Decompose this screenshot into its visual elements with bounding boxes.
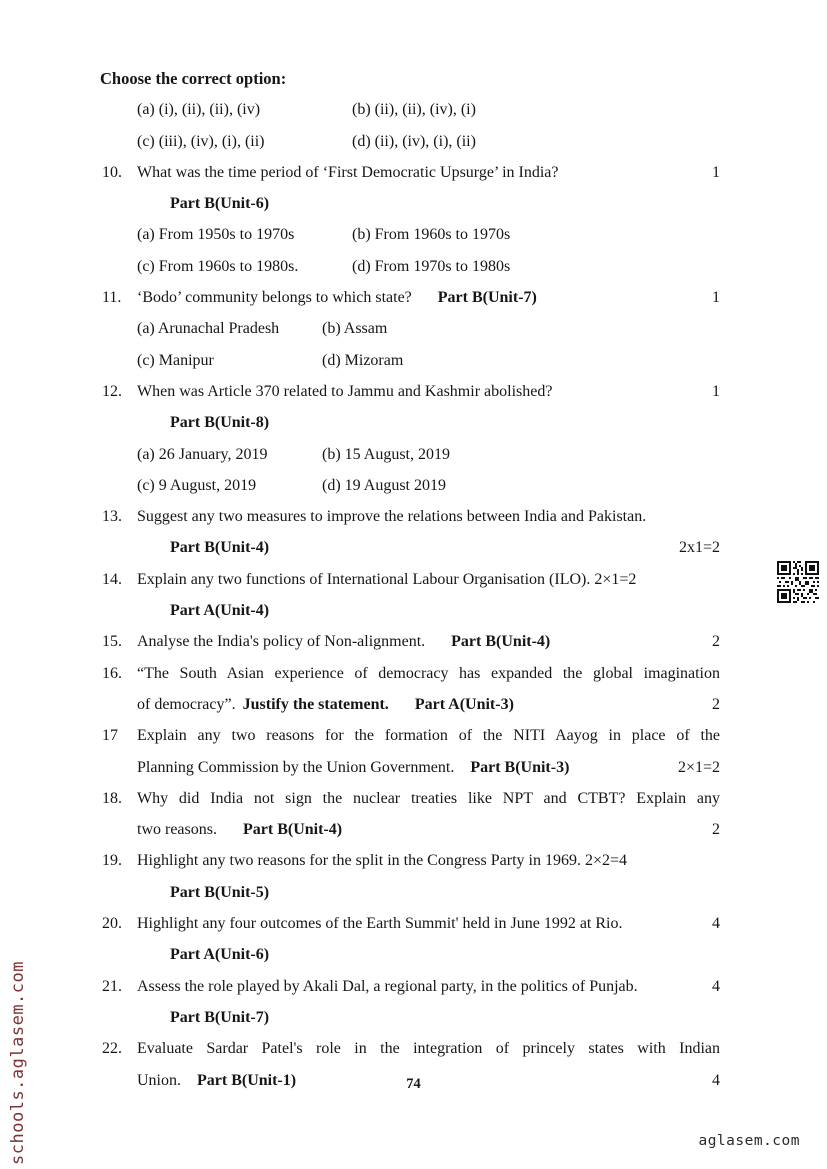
question-14 xyxy=(100,564,720,595)
question-number: 16. xyxy=(102,664,122,682)
question-text: of democracy”. xyxy=(137,695,236,713)
question-11-options-row-1 xyxy=(100,313,720,344)
question-number: 11. xyxy=(102,289,122,307)
part-label: Part B(Unit-7) xyxy=(170,1008,270,1026)
question-21 xyxy=(100,971,720,1002)
question-text: Union. xyxy=(137,1071,181,1089)
part-label: Part B(Unit-7) xyxy=(437,289,537,307)
question-20-part-line xyxy=(100,939,720,970)
part-label: Part B(Unit-3) xyxy=(470,758,570,776)
part-label: Part B(Unit-8) xyxy=(170,414,270,432)
question-number: 10. xyxy=(102,163,122,181)
question-19 xyxy=(100,845,720,876)
question-16-line-1 xyxy=(100,658,720,689)
question-10-options-row-1 xyxy=(100,219,720,250)
question-text: Suggest any two measures to improve the relations between India and Pakistan. xyxy=(137,508,647,526)
intro-options-row-2 xyxy=(100,126,720,157)
question-marks: 4 xyxy=(712,915,720,933)
question-10 xyxy=(100,157,720,188)
option-b: (b) Assam xyxy=(322,320,388,338)
section-heading: Choose the correct option: xyxy=(100,69,287,88)
question-marks: 1 xyxy=(712,289,720,307)
part-label: Part B(Unit-4) xyxy=(242,821,343,839)
question-marks: 2 xyxy=(712,821,720,839)
part-label: Part B(Unit-4) xyxy=(170,539,270,557)
question-number: 15. xyxy=(102,633,122,651)
question-marks: 1 xyxy=(712,163,720,181)
question-11 xyxy=(100,282,720,313)
part-label: Part A(Unit-4) xyxy=(170,602,270,620)
question-number: 19. xyxy=(102,852,122,870)
question-marks: 4 xyxy=(712,977,720,995)
question-10-options-row-2 xyxy=(100,251,720,282)
intro-options-row-1 xyxy=(100,94,720,125)
question-text: Highlight any two reasons for the split in the Congress Party in 1969. 2×2=4 xyxy=(137,852,627,870)
part-label: Part A(Unit-6) xyxy=(170,946,270,964)
question-12-options-row-2 xyxy=(100,470,720,501)
question-12-options-row-1 xyxy=(100,439,720,470)
question-12-part-line xyxy=(100,407,720,438)
option-a: (a) Arunachal Pradesh xyxy=(137,320,280,338)
question-17-line-2 xyxy=(100,752,720,783)
question-marks: 2 xyxy=(712,695,720,713)
question-marks: 4 xyxy=(712,1071,720,1089)
question-18-line-2 xyxy=(100,814,720,845)
option-d: (d) 19 August 2019 xyxy=(322,476,446,494)
watermark-bottom-right: aglasem.com xyxy=(698,1133,800,1149)
question-text: Highlight any four outcomes of the Earth Summit' held in June 1992 at Rio. xyxy=(137,915,623,933)
question-number: 21. xyxy=(102,977,122,995)
question-marks: 2x1=2 xyxy=(678,539,720,557)
option-d: (d) From 1970s to 1980s xyxy=(352,257,511,275)
option-b: (b) 15 August, 2019 xyxy=(322,445,450,463)
qr-code xyxy=(777,561,819,603)
page-number: 74 xyxy=(406,1076,421,1092)
section-heading-line xyxy=(100,63,720,94)
question-20 xyxy=(100,908,720,939)
question-text: Planning Commission by the Union Government. xyxy=(137,758,455,776)
question-marks: 2×1=2 xyxy=(677,758,720,776)
watermark-left-vertical: schools.aglasem.com xyxy=(8,961,28,1165)
question-21-part-line xyxy=(100,1002,720,1033)
question-text: “The South Asian experience of democracy has expanded the global imagination xyxy=(137,664,720,682)
option-a: (a) 26 January, 2019 xyxy=(137,445,268,463)
question-text: Explain any two functions of International Labour Organisation (ILO). 2×1=2 xyxy=(137,570,637,588)
question-marks: 2 xyxy=(712,633,720,651)
question-text: Analyse the India's policy of Non-alignment. xyxy=(137,633,426,651)
option-c: (c) 9 August, 2019 xyxy=(137,476,257,494)
question-22-line-1 xyxy=(100,1033,720,1064)
part-label: Part B(Unit-5) xyxy=(170,883,270,901)
question-number: 22. xyxy=(102,1040,122,1058)
question-11-options-row-2 xyxy=(100,345,720,376)
question-text: ‘Bodo’ community belongs to which state? xyxy=(137,289,412,307)
question-10-part-line xyxy=(100,188,720,219)
question-text: What was the time period of ‘First Democratic Upsurge’ in India? xyxy=(137,163,559,181)
intro-option-b: (b) (ii), (ii), (iv), (i) xyxy=(352,101,476,119)
question-19-part-line xyxy=(100,877,720,908)
question-text: Explain any two reasons for the formation of the NITI Aayog in place of the xyxy=(137,727,720,745)
question-13 xyxy=(100,501,720,532)
question-number: 20. xyxy=(102,915,122,933)
question-number: 17 xyxy=(102,727,118,745)
question-15 xyxy=(100,626,720,657)
question-text: Evaluate Sardar Patel's role in the integration of princely states with Indian xyxy=(137,1040,720,1058)
question-text: Why did India not sign the nuclear treaties like NPT and CTBT? Explain any xyxy=(137,789,720,807)
question-13-part-line xyxy=(100,532,720,563)
question-12 xyxy=(100,376,720,407)
question-text: Assess the role played by Akali Dal, a regional party, in the politics of Punjab. xyxy=(137,977,638,995)
option-b: (b) From 1960s to 1970s xyxy=(352,226,511,244)
question-text-emphasis: Justify the statement. xyxy=(242,695,389,713)
question-text: two reasons. xyxy=(137,821,217,839)
question-marks: 1 xyxy=(712,382,720,400)
question-17-line-1 xyxy=(100,720,720,751)
question-number: 12. xyxy=(102,382,122,400)
question-number: 18. xyxy=(102,789,122,807)
part-label: Part B(Unit-1) xyxy=(197,1071,297,1089)
option-a: (a) From 1950s to 1970s xyxy=(137,226,295,244)
intro-option-a: (a) (i), (ii), (ii), (iv) xyxy=(137,101,261,119)
part-label: Part B(Unit-6) xyxy=(170,195,270,213)
part-label: Part B(Unit-4) xyxy=(451,633,551,651)
question-18-line-1 xyxy=(100,783,720,814)
question-14-part-line xyxy=(100,595,720,626)
option-c: (c) Manipur xyxy=(137,351,214,369)
option-d: (d) Mizoram xyxy=(322,351,404,369)
option-c: (c) From 1960s to 1980s. xyxy=(137,257,299,275)
exam-page-content xyxy=(100,63,720,1096)
intro-option-d: (d) (ii), (iv), (i), (ii) xyxy=(352,132,476,150)
question-16-line-2 xyxy=(100,689,720,720)
question-number: 13. xyxy=(102,508,122,526)
question-text: When was Article 370 related to Jammu and Kashmir abolished? xyxy=(137,382,553,400)
intro-option-c: (c) (iii), (iv), (i), (ii) xyxy=(137,132,265,150)
part-label: Part A(Unit-3) xyxy=(414,695,514,713)
question-number: 14. xyxy=(102,570,122,588)
